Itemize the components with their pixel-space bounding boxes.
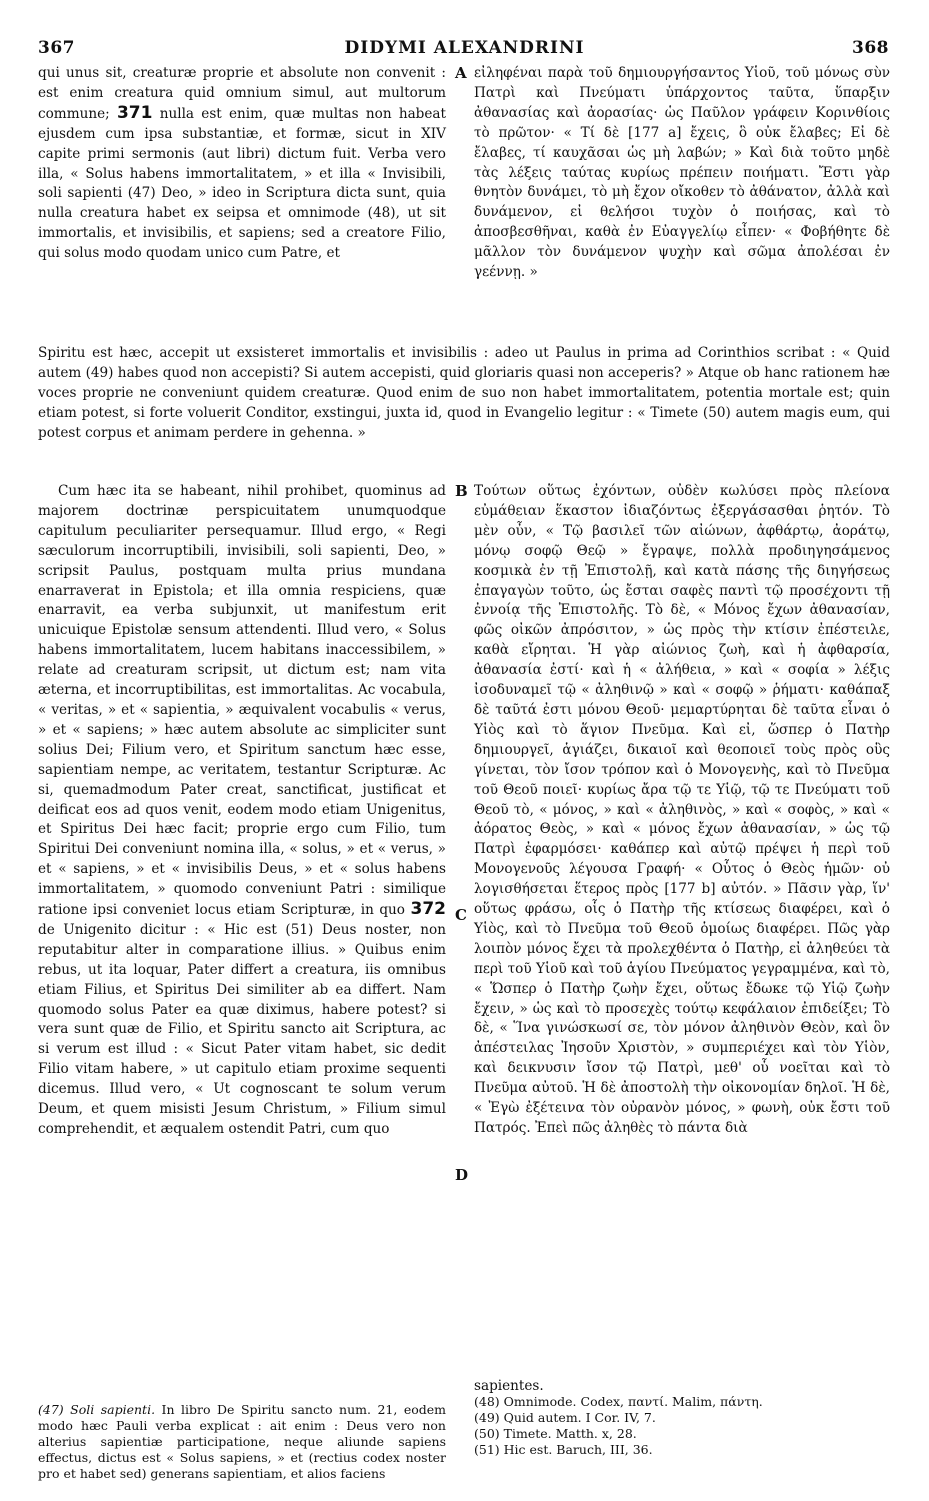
footnotes-right [474, 1378, 890, 1458]
latin-column-section-2 [38, 482, 446, 1140]
margin-marker-b: B [455, 482, 468, 500]
full-width-paragraph: Spiritu est hæc, accepit ut exsisteret immortalis et invisibilis : adeo ut Paulus in prima ad Corinthios scribat : « Quid autem (49) habes quod non accepisti? Si autem accepisti, quid gloriaris quasi non acceperis? » Atque ob hanc rationem hæ voces proprie ne conveniunt quidem creaturæ. Quod enim de suo non habet immortalitatem, potentia mortale est; quin etiam potest, si forte voluerit Conditor, exstingui, juxta id, quod in Evangelio legitur : « Timete (50) autem magis eum, qui potest corpus et animam perdere in gehenna. » [38, 345, 890, 441]
latin-text: Cum hæc ita se habeant, nihil prohibet, quominus ad majorem doctrinæ perspicuitatem unumquodque capitulum peculiariter persequamur. Illud ergo, « Regi sæculorum incorruptibili, invisibili, soli sapienti, Deo, » scripsit Paulus, postquam multa prius mundana enarraverat in Epistola; et illa omnia respiciens, quæ enarravit, ea verba subjunxit, ut manifestum erit unicuique Epistolæ sensum attendenti. Illud vero, « Solus habens immortalitatem, lucem habitans inaccessibilem, » relate ad creaturam scripsit, ut dictum est; nam vita æterna, et incorruptibilitas, est immortalitas. Ac vocabula, « veritas, » et « sapientia, » æquivalent vocabulis « verus, » et « sapiens; » hæc autem absolute ac simpliciter sunt solius Dei; Filium vero, et Spiritum sanctum hæc esse, sapientiam nempe, ac veritatem, testantur Scripturæ. Ac si, quemadmodum Pater creat, sanctificat, justificat et deificat eos ad quos venit, eodem modo etiam Unigenitus, et Spiritus Dei hæc facit; proprie ergo cum Filio, tum Spiritui Dei conveniunt nomina illa, « solus, » et « verus, » et « sapiens, » et « invisibilis Deus, » et « solus habens immortalitatem, » quomodo conveniunt Patri : similique ratione ipsi conveniet locus etiam Scripturæ, in quo [38, 483, 446, 919]
latin-text: qui unus sit, creaturæ proprie et absolute non convenit : est enim creatura quid omnium simul, aut multorum commune; [38, 65, 446, 122]
footnote-51: (51) Hic est. Baruch, III, 36. [474, 1442, 653, 1457]
margin-marker-a: A [455, 64, 467, 82]
latin-column-section-1 [38, 64, 446, 264]
page-number-right: 368 [852, 38, 889, 58]
footnote-lead: (47) Soli sapienti. [38, 1402, 156, 1417]
column-number: 371 [116, 102, 153, 123]
footnote-left [38, 1402, 446, 1482]
footnote-50: (50) Timete. Matth. x, 28. [474, 1426, 637, 1441]
footnote-49: (49) Quid autem. I Cor. IV, 7. [474, 1410, 656, 1425]
greek-continuation: sapientes. [474, 1378, 544, 1394]
column-number: 372 [410, 899, 446, 920]
margin-marker-c: C [455, 906, 467, 924]
page-number-left: 367 [38, 38, 75, 58]
latin-text-continued: nulla est enim, quæ multas non habeat ejusdem cum ipsa substantiæ, et formæ, sicut in XIV capite primi sermonis (aut libri) dictum fuit. Verba vero illa, « Solus habens immortalitatem, » et illa « Invisibili, soli sapienti (47) Deo, » ideo in Scriptura dicta sunt, quia nulla creatura habet ex seipsa et omnimode (48), ut sit immortalis, et invisibilis, et sapiens; sed a creatore Filio, qui solus modo quodam unico cum Patre, et [38, 105, 446, 262]
greek-column-section-1: εἰληφέναι παρὰ τοῦ δημιουργήσαντος Υἱοῦ, τοῦ μόνως σὺν Πατρὶ καὶ Πνεύματι ὑπάρχοντος ταῦτα, ὕπαρξιν ἀθανασίας καὶ ἀορασίας· ὡς Παῦλον γράφειν Κορινθίοις τὸ πρῶτον· « Τί δὲ [177 a] ἔχεις, ὃ οὐκ ἔλαβες; Εἰ δὲ ἔλαβες, τί καυχᾶσαι ὡς μὴ λαβών; » Καὶ διὰ τοῦτο μηδὲ τὰς λέξεις ταύτας κυρίως πρέπειν ποιήματι. Ἔστι γὰρ θνητὸν δυνάμει, τὸ μὴ ἔχον οἴκοθεν τὸ ἀθάνατον, ἀλλὰ καὶ δυνάμενον, εἰ θελήσοι τυχὸν ὁ ποιήσας, καὶ τὸ ἀποσβεσθῆναι, καθὰ ἐν Εὐαγγελίῳ εἶπεν· « Φοβήθητε δὲ μᾶλλον τὸν δυνάμενον ψυχὴν καὶ σῶμα ἀπολέσαι ἐν γεέννῃ. » [474, 65, 890, 281]
greek-column-section-2: Τούτων οὕτως ἐχόντων, οὐδὲν κωλύσει πρὸς πλείονα εὐμάθειαν ἕκαστον ἰδιαζόντως ἐξεργάσασθαι ῥητόν. Τὸ μὲν οὖν, « Τῷ βασιλεῖ τῶν αἰώνων, ἀφθάρτῳ, ἀοράτῳ, μόνῳ σοφῷ Θεῷ » ἔγραψε, πολλὰ προδιηγησάμενος κοσμικὰ ἐν τῇ Ἐπιστολῇ, καὶ κατὰ πάσης τῆς διηγήσεως ἐπαγαγὼν τοῦτο, ὡς ἔσται σαφὲς παντὶ τῷ προσέχοντι τῇ ἐννοίᾳ τῆς Ἐπιστολῆς. Τὸ δὲ, « Μόνος ἔχων ἀθανασίαν, φῶς οἰκῶν ἀπρόσιτον, » ὡς πρὸς τὴν κτίσιν ἐπέστειλε, καθὰ εἴρηται. Ἡ γὰρ αἰώνιος ζωὴ, καὶ ἡ ἀφθαρσία, ἀθανασία ἐστί· καὶ ἡ « ἀλήθεια, » καὶ « σοφία » λέξις ἰσοδυναμεῖ τῷ « ἀληθινῷ » καὶ « σοφῷ » ῥήματι· καθάπαξ δὲ ταῦτά ἐστι μόνου Θεοῦ· μεμαρτύρηται δὲ ταῦτα εἶναι ὁ Υἱὸς καὶ τὸ ἅγιον Πνεῦμα. Καὶ εἰ, ὥσπερ ὁ Πατὴρ δημιουργεῖ, ἁγιάζει, δικαιοῖ καὶ θεοποιεῖ τοὺς πρὸς οὓς γίνεται, τὸν ἴσον τρόπον καὶ ὁ Μονογενὴς, καὶ τὸ Πνεῦμα τοῦ Θεοῦ ποιεῖ· κυρίως ἄρα τῷ τε Υἱῷ, τῷ τε Πνεύματι τοῦ Θεοῦ τὸ, « μόνος, » καὶ « ἀληθινὸς, » καὶ « σοφὸς, » καὶ « ἀόρατος Θεὸς, » καὶ « μόνος ἔχων ἀθανασίαν, » ὡς τῷ Πατρὶ ἐφαρμόσει· καθάπερ καὶ αὐτῷ πρέψει ἡ περὶ τοῦ Μονογενοῦς λέγουσα Γραφή· « Οὗτος ὁ Θεὸς ἡμῶν· οὐ λογισθήσεται ἕτερος πρὸς [177 b] αὐτόν. » Πᾶσιν γὰρ, ἵν' οὕτως φράσω, οἷς ὁ Πατὴρ τῆς κτίσεως διαφέρει, καὶ ὁ Υἱὸς, καὶ τὸ Πνεῦμα τοῦ Θεοῦ ὁμοίως διαφέρει. Πῶς γὰρ λοιπὸν μόνος ἔχει τὰ προλεχθέντα ὁ Πατὴρ, εἰ ἀληθεύει τὰ περὶ τοῦ Υἱοῦ καὶ τοῦ ἁγίου Πνεύματος γεγραμμένα, καὶ τὸ, « Ὥσπερ ὁ Πατὴρ ζωὴν ἔχει, οὕτως ἔδωκε τῷ Υἱῷ ζωὴν ἔχειν, » ὡς καὶ τὸ προσεχὲς τούτῳ κεφάλαιον ἐπιδείξει; Τὸ δὲ, « Ἵνα γινώσκωσί σε, τὸν μόνον ἀληθινὸν Θεὸν, καὶ ὃν ἀπέστειλας Ἰησοῦν Χριστὸν, » συμπεριέχει καὶ τὸν Υἱὸν, καὶ δεικνυσιν ἴσον τῷ Πατρὶ, μεθ' οὗ νοεῖται καὶ τὸ Πνεῦμα αὐτοῦ. Ἡ δὲ ἀποστολὴ τὴν οἰκονομίαν δηλοῖ. Ἡ δὲ, « Ἐγὼ ἐξέτεινα τὸν οὐρανὸν μόνος, » φωνὴ, οὐκ ἔστι τοῦ Πατρός. Ἐπεὶ πῶς ἀληθὲς τὸ πάντα διὰ [474, 483, 890, 1136]
latin-text-continued: de Unigenito dicitur : « Hic est (51) Deus noster, non reputabitur alter in comparatione illius. » Quibus enim rebus, ut ita loquar, Pater differt a creatura, iis omnibus etiam Filius, et Spiritus Dei similiter ab ea differt. Nam quomodo solus Pater ea quæ diximus, habere potest? si vera sunt quæ de Filio, et Spiritu sancto ait Scriptura, ac si verum est illud : « Sicut Pater vitam habet, sic dedit Filio vitam habere, » ut capitulo etiam proxime sequenti dicemus. Illud vero, « Ut cognoscant te solum verum Deum, et quem misisti Jesum Christum, » Filium simul comprehendit, et æqualem ostendit Patri, cum quo [38, 921, 446, 1137]
footnote-text: In libro De Spiritu sancto num. 21, eodem modo hæc Pauli verba explicat : ait enim : Deus vero non alterius sapientiæ participatione, neque aliunde sapiens effectus, dictus est « Solus sapiens, » et (rectius codex noster pro et habet sed) generans sapientiam, et alios faciens [38, 1402, 446, 1481]
footnote-48: (48) Omnimode. Codex, παντί. Malim, πάντη. [474, 1394, 763, 1409]
running-title: DIDYMI ALEXANDRINI [344, 38, 585, 58]
margin-marker-d: D [455, 1166, 469, 1184]
